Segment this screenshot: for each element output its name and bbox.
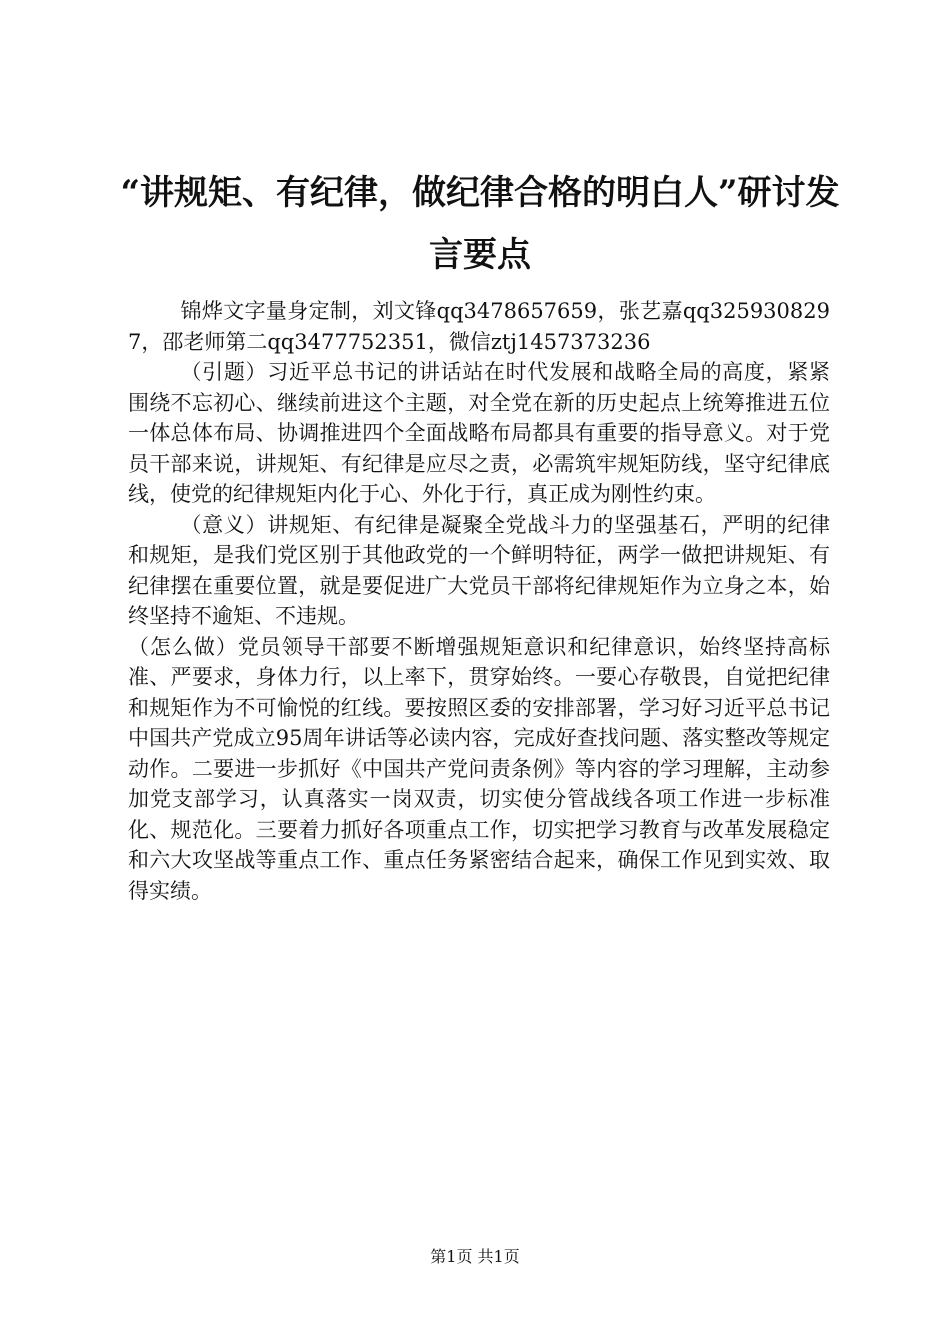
paragraph-intro: （引题）习近平总书记的讲话站在时代发展和战略全局的高度，紧紧围绕不忘初心、继续前进这个主题，对全党在新的历史起点上统筹推进五位一体总体布局、协调推进四个全面战略布局都具有重要的指导意义。对于党员干部来说，讲规矩、有纪律是应尽之责，必需筑牢规矩防线，坚守纪律底线，使党的纪律规矩内化于心、外化于行，真正成为刚性约束。 bbox=[128, 360, 830, 506]
document-title: “讲规矩、有纪律，做纪律合格的明白人”研讨发言要点 bbox=[120, 173, 840, 275]
page-footer: 第1页 共1页 bbox=[430, 1247, 520, 1266]
document-body bbox=[128, 296, 830, 906]
paragraph-significance: （意义）讲规矩、有纪律是凝聚全党战斗力的坚强基石，严明的纪律和规矩，是我们党区别于其他政党的一个鲜明特征，两学一做把讲规矩、有纪律摆在重要位置，就是要促进广大党员干部将纪律规矩作为立身之本，始终坚持不逾矩、不违规。 bbox=[128, 512, 830, 628]
paragraph-how: （怎么做）党员领导干部要不断增强规矩意识和纪律意识，始终坚持高标准、严要求，身体力行，以上率下，贯穿始终。一要心存敬畏，自觉把纪律和规矩作为不可愉悦的红线。要按照区委的安排部署，学习好习近平总书记中国共产党成立95周年讲话等必读内容，完成好查找问题、落实整改等规定动作。二要进一步抓好《中国共产党问责条例》等内容的学习理解，主动参加党支部学习，认真落实一岗双责，切实使分管战线各项工作进一步标准化、规范化。三要着力抓好各项重点工作，切实把学习教育与改革发展稳定和六大攻坚战等重点工作、重点任务紧密结合起来，确保工作见到实效、取得实绩。 bbox=[128, 634, 830, 903]
byline: 锦烨文字量身定制，刘文锋qq3478657659，张艺嘉qq3259308297，邵老师第二qq3477752351，微信ztj1457373236 bbox=[128, 299, 830, 354]
